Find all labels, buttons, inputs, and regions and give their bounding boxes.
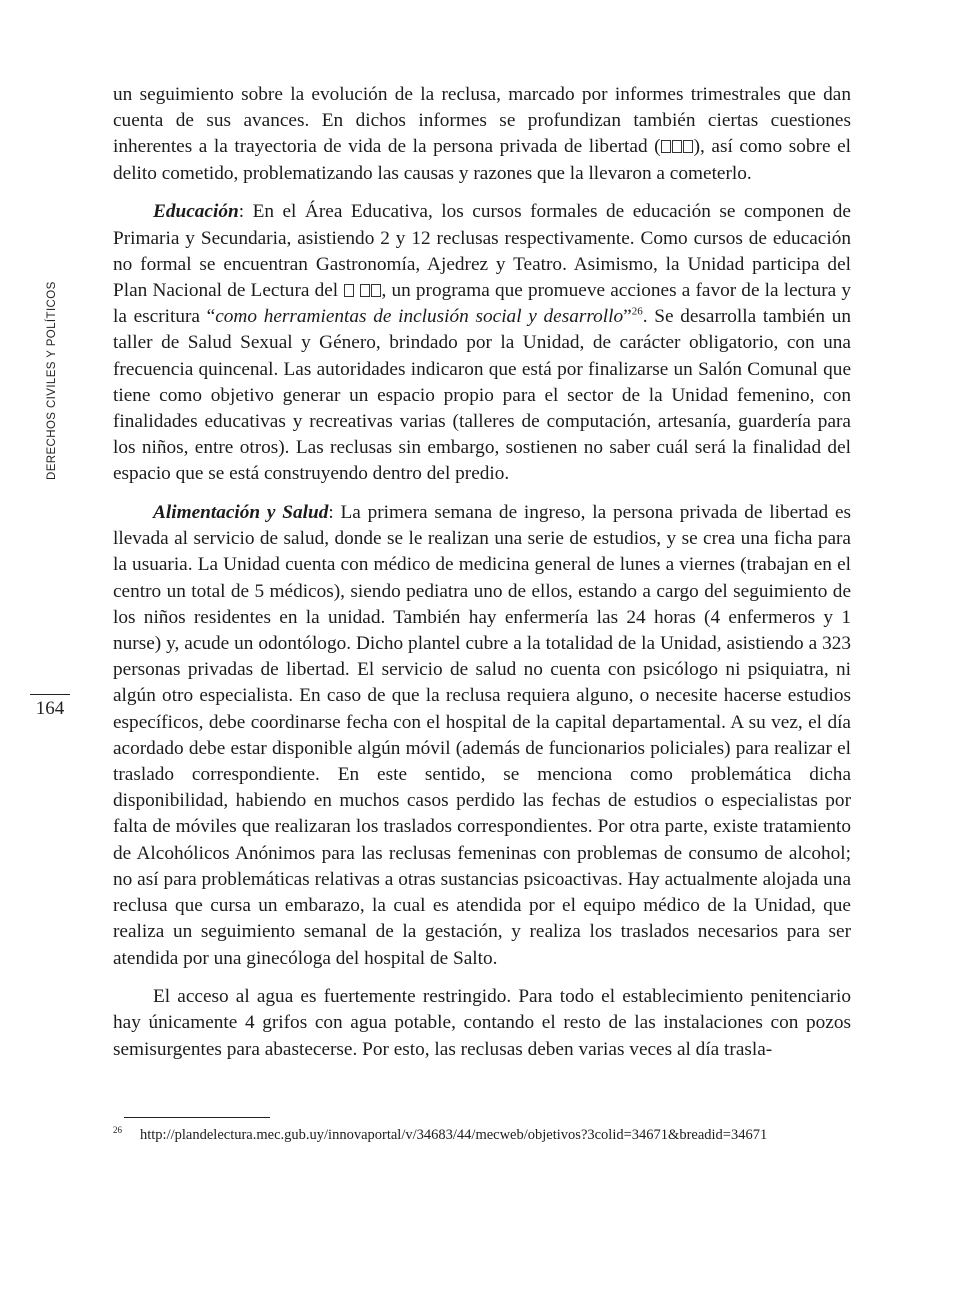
page-number: 164 (30, 694, 70, 720)
missing-glyph-icon (661, 140, 671, 153)
paragraph-education-text: : En el Área Educativa, los cursos formales de educación se componen de Primaria y Secundaria, asistiendo 2 y 12 reclusas respectivamente. Como cursos de educación no formal se encuentran Gastronomía, Ajedrez y Teatro. Asimismo, la Unidad participa del Plan Nacional de Lectura del (113, 201, 851, 301)
body-text (113, 82, 851, 1075)
missing-glyph-icon (683, 140, 693, 153)
paragraph-education (113, 199, 851, 487)
paragraph-water: El acceso al agua es fuertemente restringido. Para todo el establecimiento penitenciario hay únicamente 4 grifos con agua potable, contando el resto de las instalaciones con pozos semisurgentes para abastecerse. Por esto, las reclusas deben varias veces al día trasla- (113, 986, 851, 1060)
section-heading-health: Alimentación y Salud (153, 502, 329, 524)
section-heading-education: Educación (153, 201, 239, 223)
footnote-reference[interactable]: 26 (631, 305, 643, 318)
paragraph-1-text-end: ), así como sobre el delito cometido, problematizando las causas y razones que la llevaron a cometerlo. (113, 136, 851, 184)
missing-glyph-icon (344, 284, 354, 297)
paragraph-1 (113, 82, 851, 187)
footnote-number: 26 (113, 1125, 122, 1136)
footnote (113, 1125, 851, 1145)
missing-glyph-icon (672, 140, 682, 153)
footnote-divider (124, 1117, 270, 1118)
paragraph-education-text-3: . Se desarrolla también un taller de Salud Sexual y Género, brindado por la Unidad, de carácter obligatorio, con una frecuencia quincenal. Las autoridades indicaron que está por finalizarse un Salón Comunal que tiene como objetivo generar un espacio propio para el sector de la Unidad femenino, con finalidades educativas y recreativas varias (talleres de computación, artesanía, guardería para los niños, entre otros). Las reclusas sin embargo, sostienen no saber cuál será la finalidad del espacio que se está construyendo dentro del predio. (113, 306, 851, 485)
missing-glyph-icon (371, 284, 381, 297)
missing-glyph-icon (360, 284, 370, 297)
quote-close: ” (623, 306, 632, 328)
paragraph-1-text: un seguimiento sobre la evolución de la reclusa, marcado por informes trimestrales que dan cuenta de sus avances. En dichos informes se profundizan también ciertas cuestiones inherentes a la trayectoria de vida de la persona privada de libertad ( (113, 84, 851, 158)
paragraph-education-text-2: , un programa que promueve acciones a favor de la lectura y la escritura “ (113, 279, 851, 328)
quote: como herramientas de inclusión social y desarrollo (215, 306, 624, 328)
footnote-link[interactable]: http://plandelectura.mec.gub.uy/innovaportal/v/34683/44/mecweb/objetivos?3colid=34671&breadid=34671 (140, 1127, 768, 1143)
running-header: DERECHOS CIVILES Y POLÍTICOS (46, 281, 58, 480)
paragraph-health (113, 500, 851, 972)
paragraph-health-text: : La primera semana de ingreso, la persona privada de libertad es llevada al servicio de salud, donde se le realizan una serie de estudios, y se crea una ficha para la usuaria. La Unidad cuenta con médico de medicina general de lunes a viernes (trabajan en el centro un total de 5 médicos), siendo pediatra uno de ellos, estando a cargo del seguimiento de los niños residentes en la unidad. También hay enfermería las 24 horas (4 enfermeros y 1 nurse) y, acude un odontólogo. Dicho plantel cubre a la totalidad de la Unidad, asistiendo a 323 personas privadas de libertad. El servicio de salud no cuenta con psicólogo ni psiquiatra, ni algún otro especialista. En caso de que la reclusa requiera alguno, o necesite hacerse estudios específicos, debe coordinarse fecha con el hospital de la capital departamental. A su vez, el día acordado debe estar disponible algún móvil (además de funcionarios policiales) para realizar el traslado correspondiente. En este sentido, se menciona como problemática dicha disponibilidad, habiendo en muchos casos perdido las fechas de estudios o especialistas por falta de móviles que realizaran los traslados correspondientes. Por otra parte, existe tratamiento de Alcohólicos Anónimos para las reclusas femeninas con problemas de consumo de alcohol; no así para problemáticas relativas a otras sustancias psicoactivas. Hay actualmente alojada una reclusa que cursa un embarazo, la cual es atendida por el equipo médico de la Unidad, que realiza un seguimiento semanal de la gestación, y realiza los traslados necesarios para ser atendida por una ginecóloga del hospital de Salto. (113, 502, 851, 969)
